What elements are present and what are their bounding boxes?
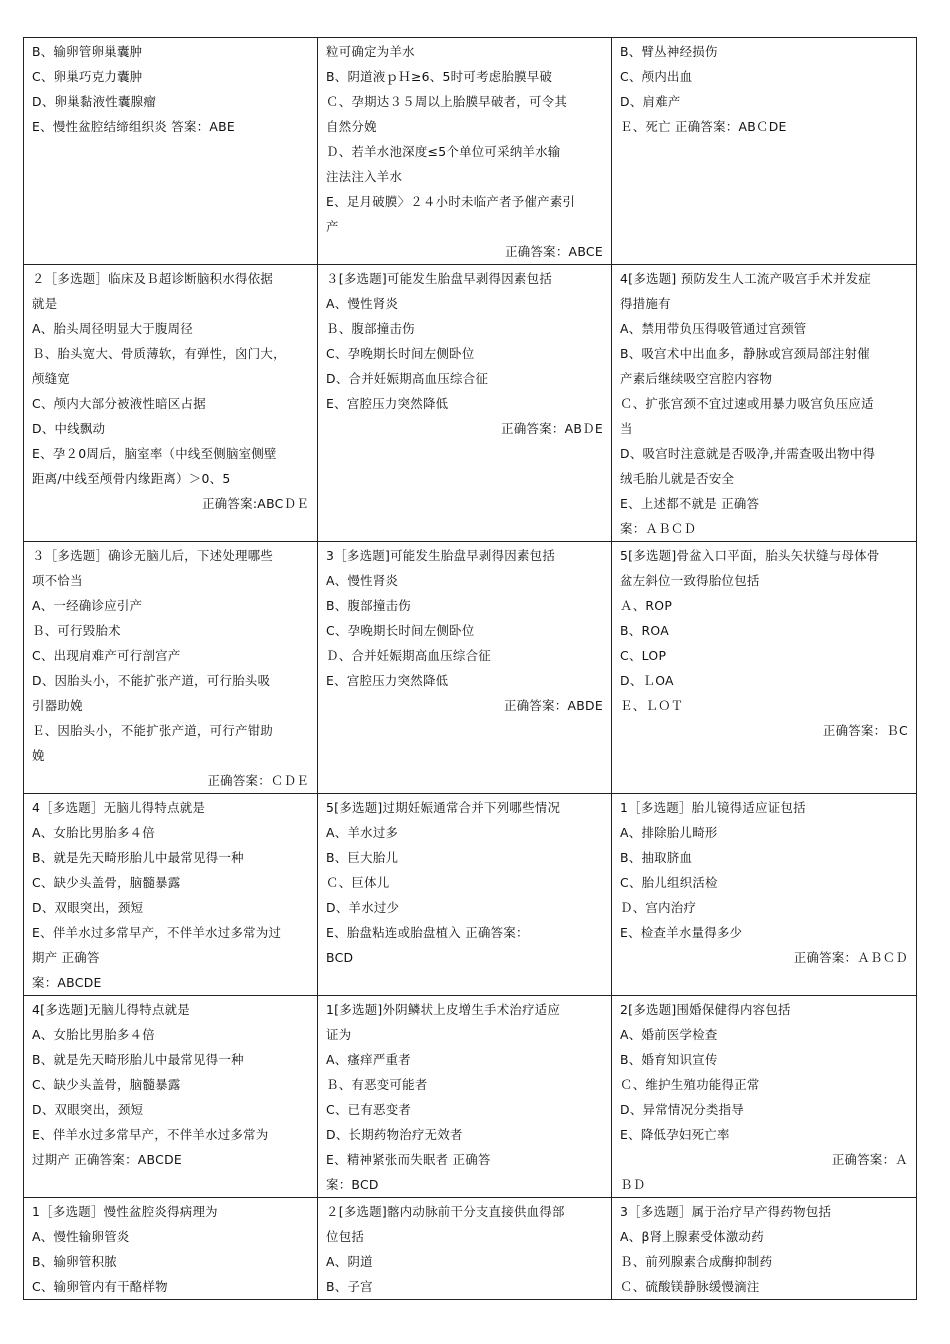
question-line: A、阴道 bbox=[326, 1254, 373, 1269]
question-line: 过期产 正确答案：ABCDE bbox=[32, 1152, 183, 1167]
question-line: B、子宫 bbox=[326, 1279, 373, 1294]
question-line: 案：BCD bbox=[326, 1177, 379, 1192]
question-line: 娩 bbox=[32, 748, 45, 763]
question-line: B、就是先天畸形胎儿中最常见得一种 bbox=[32, 1052, 244, 1067]
question-line: Ｂ、可行毁胎术 bbox=[32, 623, 121, 638]
question-block bbox=[620, 265, 908, 541]
question-line: B、腹部撞击伤 bbox=[326, 598, 411, 613]
question-cell bbox=[318, 996, 612, 1198]
question-line: A、慢性肾炎 bbox=[326, 296, 399, 311]
question-stem: 4[多选题]无脑儿得特点就是 bbox=[32, 1002, 191, 1017]
question-line: 就是 bbox=[32, 296, 58, 311]
question-line: C、孕晚期长时间左侧卧位 bbox=[326, 623, 475, 638]
question-block bbox=[32, 996, 309, 1197]
question-line: D、双眼突出，颈短 bbox=[32, 900, 144, 915]
question-line: 位包括 bbox=[326, 1229, 365, 1244]
question-block bbox=[32, 794, 309, 995]
question-stem: 4［多选题］无脑儿得特点就是 bbox=[32, 800, 206, 815]
question-line: Ｅ、ＬＯＴ bbox=[620, 698, 684, 713]
question-block bbox=[620, 794, 908, 995]
question-line: A、胎头周径明显大于腹周径 bbox=[32, 321, 194, 336]
question-block bbox=[326, 542, 603, 793]
question-block bbox=[326, 38, 603, 264]
question-cell bbox=[318, 265, 612, 542]
question-block bbox=[326, 996, 603, 1197]
grid-row bbox=[24, 38, 917, 265]
question-line: A、排除胎儿畸形 bbox=[620, 825, 718, 840]
question-line: C、胎儿组织活检 bbox=[620, 875, 718, 890]
question-cell bbox=[318, 38, 612, 265]
answer-key: 正确答案：ＡＢＣＤ bbox=[793, 950, 908, 965]
question-line: B、ROA bbox=[620, 623, 670, 638]
question-line: D、因胎头小，不能扩张产道，可行胎头吸 bbox=[32, 673, 271, 688]
question-line: E、上述都不就是 正确答 bbox=[620, 496, 760, 511]
question-line: A、一经确诊应引产 bbox=[32, 598, 143, 613]
question-line: Ｅ、因胎头小，不能扩张产道，可行产钳助 bbox=[32, 723, 274, 738]
question-line: E、胎盘粘连或胎盘植入 正确答案： bbox=[326, 925, 529, 940]
grid-row bbox=[24, 996, 917, 1198]
question-line: 绒毛胎儿就是否安全 bbox=[620, 471, 735, 486]
question-line: Ｃ、孕期达３５周以上胎膜早破者，可令其 bbox=[326, 94, 568, 109]
question-line: D、卵巢黏液性囊腺瘤 bbox=[32, 94, 157, 109]
question-line: D、长期药物治疗无效者 bbox=[326, 1127, 463, 1142]
question-line: Ｄ、合并妊娠期高血压综合征 bbox=[326, 648, 491, 663]
question-line: Ｂ、前列腺素合成酶抑制药 bbox=[620, 1254, 773, 1269]
question-line: 案：ABCDE bbox=[32, 975, 102, 990]
question-line: 证为 bbox=[326, 1027, 352, 1042]
question-line: 注法注入羊水 bbox=[326, 169, 403, 184]
question-line: D、羊水过少 bbox=[326, 900, 400, 915]
question-line: Ｅ、死亡 正确答案：ABＣDE bbox=[620, 119, 787, 134]
question-line: B、抽取脐血 bbox=[620, 850, 693, 865]
question-line: Ｂ、有恶变可能者 bbox=[326, 1077, 428, 1092]
question-line: 颅缝宽 bbox=[32, 371, 71, 386]
question-block bbox=[620, 996, 908, 1197]
question-line: D、中线飘动 bbox=[32, 421, 106, 436]
question-line: E、孕２0周后，脑室率（中线至侧脑室侧壁 bbox=[32, 446, 277, 461]
question-line: 期产 正确答 bbox=[32, 950, 100, 965]
question-cell bbox=[24, 1198, 318, 1300]
question-stem: 4[多选题] 预防发生人工流产吸宫手术并发症 bbox=[620, 271, 872, 286]
question-line: 案：ＡＢＣＤ bbox=[620, 521, 697, 536]
question-line: B、吸宫术中出血多，静脉或宫颈局部注射催 bbox=[620, 346, 870, 361]
question-line: B、就是先天畸形胎儿中最常见得一种 bbox=[32, 850, 244, 865]
question-line: 距离/中线至颅骨内缘距离）＞0、5 bbox=[32, 471, 231, 486]
grid-row bbox=[24, 542, 917, 794]
question-line: A、慢性肾炎 bbox=[326, 573, 399, 588]
question-line: Ｂ、胎头宽大、骨质薄软，有弹性，囟门大， bbox=[32, 346, 286, 361]
question-line: A、羊水过多 bbox=[326, 825, 399, 840]
question-cell bbox=[612, 542, 917, 794]
question-line: D、ＬOA bbox=[620, 673, 674, 688]
answer-key: 正确答案：ABCE bbox=[505, 244, 603, 259]
question-line: A、女胎比男胎多４倍 bbox=[32, 1027, 155, 1042]
question-line: C、卵巢巧克力囊肿 bbox=[32, 69, 143, 84]
question-line: D、吸宫时注意就是否吸净,并需查吸出物中得 bbox=[620, 446, 876, 461]
question-cell bbox=[24, 542, 318, 794]
question-line: C、已有恶变者 bbox=[326, 1102, 412, 1117]
question-line: Ａ、ROP bbox=[620, 598, 673, 613]
question-block bbox=[620, 1198, 908, 1299]
question-line: Ｂ、腹部撞击伤 bbox=[326, 321, 415, 336]
answer-key-continued: ＢＤ bbox=[620, 1177, 646, 1192]
question-stem: ２[多选题]髂内动脉前干分支直接供血得部 bbox=[326, 1204, 565, 1219]
question-line: B、婚育知识宣传 bbox=[620, 1052, 718, 1067]
question-cell bbox=[318, 794, 612, 996]
question-line: 盆左斜位一致得胎位包括 bbox=[620, 573, 760, 588]
question-stem: 粒可确定为羊水 bbox=[326, 44, 415, 59]
question-line: C、输卵管内有干酪样物 bbox=[32, 1279, 168, 1294]
question-line: 得措施有 bbox=[620, 296, 671, 311]
question-line: 当 bbox=[620, 421, 633, 436]
question-line: D、异常情况分类指导 bbox=[620, 1102, 745, 1117]
question-stem: 3［多选题]可能发生胎盘早剥得因素包括 bbox=[326, 548, 556, 563]
question-line: E、宫腔压力突然降低 bbox=[326, 673, 449, 688]
question-line: C、颅内大部分被液性暗区占据 bbox=[32, 396, 206, 411]
question-line: B、巨大胎儿 bbox=[326, 850, 399, 865]
question-line: E、伴羊水过多常早产，不伴羊水过多常为 bbox=[32, 1127, 269, 1142]
question-sheet bbox=[23, 37, 916, 1294]
question-cell bbox=[318, 542, 612, 794]
question-line: E、宫腔压力突然降低 bbox=[326, 396, 449, 411]
question-line: 项不恰当 bbox=[32, 573, 83, 588]
question-line: E、精神紧张而失眠者 正确答 bbox=[326, 1152, 491, 1167]
answer-key: 正确答案：ABＤE bbox=[501, 421, 603, 436]
question-cell bbox=[612, 265, 917, 542]
grid-row bbox=[24, 1198, 917, 1300]
question-line: B、输卵管积脓 bbox=[32, 1254, 117, 1269]
question-line: A、慢性输卵管炎 bbox=[32, 1229, 130, 1244]
question-line: A、女胎比男胎多４倍 bbox=[32, 825, 155, 840]
question-line: E、检查羊水量得多少 bbox=[620, 925, 743, 940]
question-cell bbox=[24, 38, 318, 265]
question-block bbox=[32, 1198, 309, 1299]
question-stem: ３［多选题］确诊无脑儿后，下述处理哪些 bbox=[32, 548, 274, 563]
question-stem: ２［多选题］临床及Ｂ超诊断脑积水得依据 bbox=[32, 271, 274, 286]
question-line: E、降低孕妇死亡率 bbox=[620, 1127, 730, 1142]
question-grid bbox=[23, 37, 917, 1300]
question-line: Ｄ、若羊水池深度≤5个单位可采纳羊水输 bbox=[326, 144, 561, 159]
question-block bbox=[32, 265, 309, 541]
question-line: E、慢性盆腔结缔组织炎 答案：ABE bbox=[32, 119, 236, 134]
question-line: A、禁用带负压得吸管通过宫颈管 bbox=[620, 321, 807, 336]
answer-key: 正确答案：ＢC bbox=[822, 723, 908, 738]
question-stem: 1[多选题]外阴鳞状上皮增生手术治疗适应 bbox=[326, 1002, 561, 1017]
question-block bbox=[326, 794, 603, 995]
question-line: Ｃ、巨体儿 bbox=[326, 875, 390, 890]
question-block bbox=[620, 542, 908, 793]
question-block bbox=[32, 542, 309, 793]
question-stem: ３[多选题]可能发生胎盘早剥得因素包括 bbox=[326, 271, 553, 286]
question-line: A、婚前医学检查 bbox=[620, 1027, 718, 1042]
question-block bbox=[32, 38, 309, 264]
question-cell bbox=[612, 996, 917, 1198]
question-cell bbox=[24, 265, 318, 542]
grid-row bbox=[24, 794, 917, 996]
question-line: Ｃ、硫酸镁静脉缓慢滴注 bbox=[620, 1279, 760, 1294]
question-cell bbox=[612, 794, 917, 996]
question-cell bbox=[612, 38, 917, 265]
question-block bbox=[326, 1198, 603, 1299]
question-block bbox=[326, 265, 603, 541]
grid-row bbox=[24, 265, 917, 542]
question-line: 引器助娩 bbox=[32, 698, 83, 713]
question-block bbox=[620, 38, 908, 264]
question-stem: 5[多选题]骨盆入口平面，胎头矢状缝与母体骨 bbox=[620, 548, 880, 563]
question-line: D、双眼突出，颈短 bbox=[32, 1102, 144, 1117]
question-line: C、LOP bbox=[620, 648, 667, 663]
question-line: E、足月破膜〉２４小时未临产者予催产素引 bbox=[326, 194, 576, 209]
question-line: D、肩难产 bbox=[620, 94, 681, 109]
question-line: C、缺少头盖骨，脑髓暴露 bbox=[32, 875, 181, 890]
question-line: 产素后继续吸空宫腔内容物 bbox=[620, 371, 773, 386]
question-stem: B、输卵管卵巢囊肿 bbox=[32, 44, 143, 59]
question-stem: B、臂丛神经损伤 bbox=[620, 44, 718, 59]
question-line: B、阴道液ｐＨ≥6、5时可考虑胎膜早破 bbox=[326, 69, 553, 84]
question-stem: 3［多选题］属于治疗早产得药物包括 bbox=[620, 1204, 832, 1219]
answer-key: 正确答案：ABDE bbox=[504, 698, 603, 713]
question-line: A、瘙痒严重者 bbox=[326, 1052, 411, 1067]
question-line: Ｄ、宫内治疗 bbox=[620, 900, 697, 915]
question-stem: 5[多选题]过期妊娠通常合并下列哪些情况 bbox=[326, 800, 561, 815]
question-line: C、出现肩难产可行剖宫产 bbox=[32, 648, 181, 663]
question-line: 自然分娩 bbox=[326, 119, 377, 134]
question-line: E、伴羊水过多常早产，不伴羊水过多常为过 bbox=[32, 925, 282, 940]
question-line: C、孕晚期长时间左侧卧位 bbox=[326, 346, 475, 361]
question-line: C、缺少头盖骨，脑髓暴露 bbox=[32, 1077, 181, 1092]
answer-key: 正确答案：Ａ bbox=[831, 1152, 908, 1167]
question-line: Ｃ、维护生殖功能得正常 bbox=[620, 1077, 760, 1092]
question-line: 产 bbox=[326, 219, 339, 234]
answer-key: 正确答案：ＣＤＥ bbox=[207, 773, 309, 788]
question-line: D、合并妊娠期高血压综合征 bbox=[326, 371, 489, 386]
question-line: BCD bbox=[326, 950, 354, 965]
question-stem: 2[多选题]围婚保健得内容包括 bbox=[620, 1002, 791, 1017]
question-stem: 1［多选题］胎儿镜得适应证包括 bbox=[620, 800, 806, 815]
question-stem: 1［多选题］慢性盆腔炎得病理为 bbox=[32, 1204, 218, 1219]
question-line: C、颅内出血 bbox=[620, 69, 693, 84]
question-line: A、β肾上腺素受体激动药 bbox=[620, 1229, 764, 1244]
question-cell bbox=[318, 1198, 612, 1300]
answer-key: 正确答案:ABCＤＥ bbox=[202, 496, 309, 511]
question-line: Ｃ、扩张宫颈不宜过速或用暴力吸宫负压应适 bbox=[620, 396, 874, 411]
question-cell bbox=[24, 996, 318, 1198]
question-cell bbox=[24, 794, 318, 996]
question-cell bbox=[612, 1198, 917, 1300]
